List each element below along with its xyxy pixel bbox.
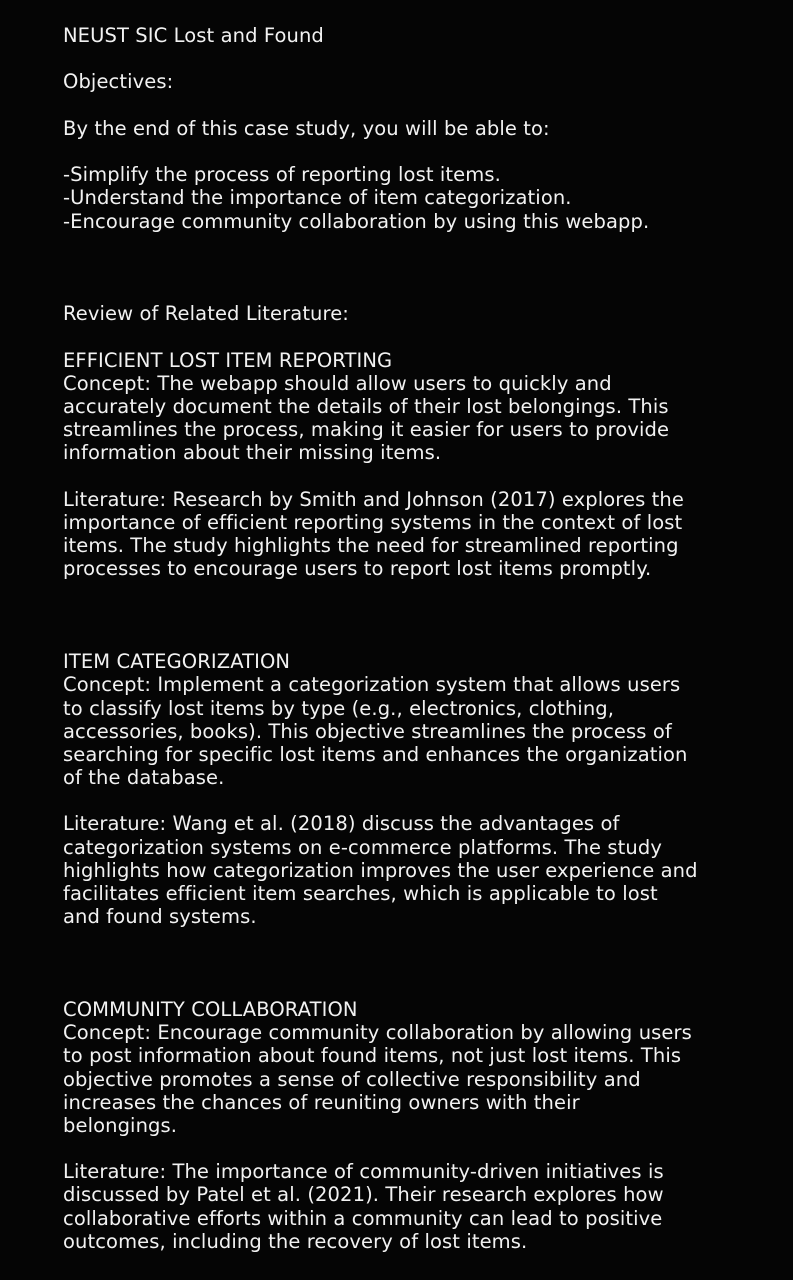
concept-line: objective promotes a sense of collective responsibility and [63,1067,641,1091]
objectives-heading: Objectives: [63,70,174,94]
literature-line: categorization systems on e-commerce platforms. The study [63,835,662,859]
literature-line: discussed by Patel et al. (2021). Their research explores how [63,1183,664,1207]
literature-line: outcomes, including the recovery of lost items. [63,1229,528,1253]
spacer [63,581,753,651]
section-heading: ITEM CATEGORIZATION [63,650,291,674]
document-page [63,24,753,1253]
concept-line: searching for specific lost items and enhances the organization [63,742,688,766]
spacer [63,140,753,163]
concept-line: accessories, books). This objective streamlines the process of [63,719,672,743]
literature-line: processes to encourage users to report lost items promptly. [63,557,652,581]
rrl-heading: Review of Related Literature: [63,302,349,326]
literature-line: Literature: Wang et al. (2018) discuss the advantages of [63,812,620,836]
concept-line: accurately document the details of their lost belongings. This [63,395,669,419]
spacer [63,47,753,70]
concept-line: belongings. [63,1113,178,1137]
literature-line: Literature: The importance of community-driven initiatives is [63,1160,664,1184]
concept-line: information about their missing items. [63,441,442,465]
literature-line: items. The study highlights the need for streamlined reporting [63,534,679,558]
literature-line: Literature: Research by Smith and Johnson (2017) explores the [63,487,684,511]
document-title: NEUST SIC Lost and Found [63,24,324,47]
literature-line: highlights how categorization improves the user experience and [63,858,698,882]
section-heading: EFFICIENT LOST ITEM REPORTING [63,348,393,372]
spacer [63,1137,753,1160]
objective-item: -Simplify the process of reporting lost items. [63,163,501,187]
literature-line: facilitates efficient item searches, which is applicable to lost [63,882,658,905]
concept-line: of the database. [63,766,225,790]
objective-item: -Encourage community collaboration by using this webapp. [63,209,650,233]
concept-line: Concept: Implement a categorization system that allows users [63,673,681,697]
concept-line: to post information about found items, not just lost items. This [63,1044,682,1068]
spacer [63,465,753,488]
concept-line: streamlines the process, making it easier for users to provide [63,418,670,442]
spacer [63,325,753,348]
spacer [63,928,753,998]
literature-line: collaborative efforts within a community can lead to positive [63,1206,663,1230]
objectives-intro: By the end of this case study, you will be able to: [63,116,550,140]
spacer [63,789,753,812]
literature-line: importance of efficient reporting systems in the context of lost [63,510,683,534]
spacer [63,233,753,303]
concept-line: Concept: Encourage community collaboration by allowing users [63,1021,692,1045]
spacer [63,94,753,117]
section-heading: COMMUNITY COLLABORATION [63,997,358,1021]
literature-line: and found systems. [63,905,257,929]
concept-line: Concept: The webapp should allow users to quickly and [63,371,612,395]
concept-line: to classify lost items by type (e.g., electronics, clothing, [63,696,615,720]
concept-line: increases the chances of reuniting owners with their [63,1090,580,1114]
objective-item: -Understand the importance of item categorization. [63,186,572,210]
